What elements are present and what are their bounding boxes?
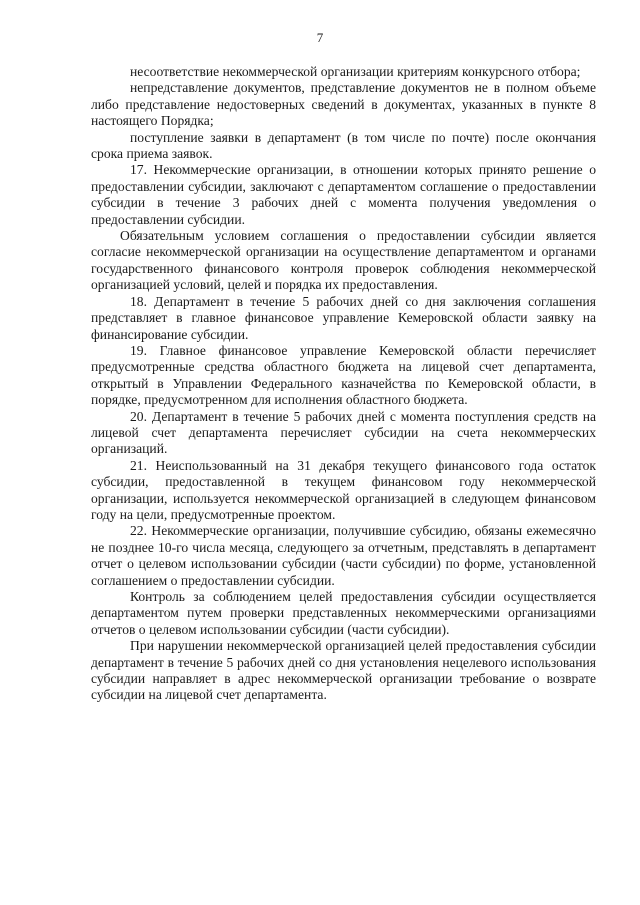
paragraph-item-18: 18. Департамент в течение 5 рабочих дней со дня заключения соглашения представляет в главное финансовое управление Кемеровской области заявку на финансирование субсидии. [91, 293, 596, 342]
paragraph: непредставление документов, представление документов не в полном объеме либо представление недостоверных сведений в документах, указанных в пункте 8 настоящего Порядка; [91, 80, 596, 129]
paragraph: Контроль за соблюдением целей предоставления субсидии осуществляется департаментом путем проверки представленных некоммерческими организациями отчетов о целевом использовании субсидии (части субсидии). [91, 589, 596, 637]
paragraph-item-19: 19. Главное финансовое управление Кемеровской области перечисляет предусмотренные средства областного бюджета на лицевой счет департамента, открытый в Управлении Федерального казначейства по Кемеровской области, в порядке, предусмотренном для исполнения областного бюджета. [91, 342, 596, 408]
paragraph: несоответствие некоммерческой организации критериям конкурсного отбора; [130, 64, 581, 79]
paragraph-item-21: 21. Неиспользованный на 31 декабря текущего финансового года остаток субсидии, предоставленной в текущем финансовом году некоммерческой организации, используется некоммерческой организацией в следующем финансовом году на цели, предусмотренные проектом. [91, 457, 596, 522]
paragraph: поступление заявки в департамент (в том числе по почте) после окончания срока приема заявок. [91, 129, 596, 162]
paragraph: Обязательным условием соглашения о предоставлении субсидии является согласие некоммерческой организации на осуществление департаментом и органами государственного финансового контроля проверок соблюдения некоммерческой организацией условий, целей и порядка их предоставления. [91, 228, 596, 293]
paragraph-item-22: 22. Некоммерческие организации, получившие субсидию, обязаны ежемесячно не позднее 10-го числа месяца, следующего за отчетным, представлять в департамент отчет о целевом использовании субсидии (части субсидии) по форме, установленной соглашением о предоставлении субсидии. [91, 523, 596, 588]
page-number: 7 [316, 30, 324, 45]
paragraph-item-17: 17. Некоммерческие организации, в отношении которых принято решение о предоставлении субсидии, заключают с департаментом соглашение о предоставлении субсидии в течение 3 рабочих дней с момента получения уведомления о предоставлении субсидии. [91, 162, 596, 227]
paragraph: При нарушении некоммерческой организацией целей предоставления субсидии департамент в течение 5 рабочих дней со дня установления нецелевого использования субсидии направляет в адрес некоммерческой организации требование о возврате субсидии на лицевой счет департамента. [91, 638, 596, 703]
document-body [91, 64, 596, 704]
paragraph-item-20: 20. Департамент в течение 5 рабочих дней с момента поступления средств на лицевой счет департамента перечисляет субсидии на счета некоммерческих организаций. [91, 408, 596, 457]
